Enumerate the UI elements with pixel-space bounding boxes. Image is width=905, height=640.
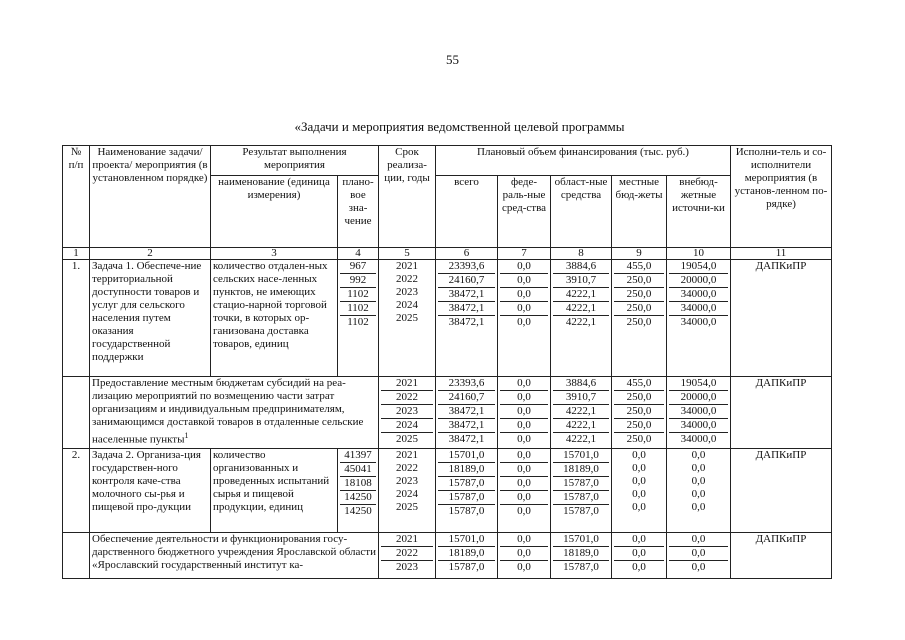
regional-values: 3884,6 3910,7 4222,1 4222,1 4222,1 — [553, 377, 609, 446]
task-number: 2. — [63, 449, 90, 533]
header-col-total: всего — [436, 176, 498, 248]
column-number: 2 — [90, 248, 211, 260]
table-row — [63, 449, 832, 533]
header-col-executor: Исполни-тель и со-исполнители мероприятия (в установ-ленном по-рядке) — [731, 146, 832, 248]
task-name: Задача 1. Обеспече-ние территориальной доступности товаров и услуг для сельского населения путем оказания государственной поддержки — [90, 260, 211, 377]
column-number: 10 — [667, 248, 731, 260]
column-number: 6 — [436, 248, 498, 260]
executor: ДАПКиПР — [731, 449, 832, 533]
regional-values: 3884,6 3910,7 4222,1 4222,1 4222,1 — [553, 260, 609, 329]
years: 2021 2022 2023 2024 2025 — [396, 449, 418, 513]
regional-values: 15701,0 18189,0 15787,0 15787,0 15787,0 — [553, 449, 609, 518]
header-col-extrabudget: внебюд-жетные источни-ки — [667, 176, 731, 248]
total-values: 23393,6 24160,7 38472,1 38472,1 38472,1 — [438, 260, 495, 329]
result-indicator: количество организованных и проведенных испытаний сырья и пищевой продукции, единиц — [211, 449, 338, 533]
header-result-group: Результат выполнения мероприятия — [211, 146, 379, 176]
column-number: 1 — [63, 248, 90, 260]
header-col-name: Наименование задачи/проекта/ мероприятия (в установленном порядке) — [90, 146, 211, 248]
executor: ДАПКиПР — [731, 533, 832, 579]
total-values: 23393,6 24160,7 38472,1 38472,1 38472,1 — [438, 377, 495, 446]
page-number: 55 — [446, 52, 459, 67]
footnote-mark: 1 — [184, 431, 189, 440]
local-values: 0,0 0,0 0,0 — [614, 533, 664, 574]
years: 2021 2022 2023 2024 2025 — [381, 377, 433, 446]
total-values: 15701,0 18189,0 15787,0 15787,0 15787,0 — [438, 449, 495, 518]
column-number: 11 — [731, 248, 832, 260]
extrabudget-values: 19054,0 20000,0 34000,0 34000,0 34000,0 — [669, 260, 728, 329]
federal-values: 0,0 0,0 0,0 — [500, 533, 548, 574]
local-values: 455,0 250,0 250,0 250,0 250,0 — [614, 377, 664, 446]
planned-values: 967 992 1102 1102 1102 — [340, 260, 376, 329]
extrabudget-values: 0,0 0,0 0,0 0,0 0,0 — [691, 449, 706, 513]
extrabudget-values: 0,0 0,0 0,0 — [669, 533, 728, 574]
table-row — [63, 377, 832, 449]
planned-values: 41397 45041 18108 14250 14250 — [340, 449, 376, 518]
header-col-federal: феде-раль-ные сред-ства — [498, 176, 551, 248]
years: 2021 2022 2023 2024 2025 — [396, 260, 418, 324]
column-number: 5 — [379, 248, 436, 260]
column-number: 4 — [338, 248, 379, 260]
program-table — [62, 145, 832, 579]
task-name: Задача 2. Организа-ция государствен-ного контроля каче-ства молочного сы-рья и пищевой про-дукции — [90, 449, 211, 533]
column-number: 3 — [211, 248, 338, 260]
header-finance-group: Плановый объем финансирования (тыс. руб.) — [436, 146, 731, 176]
federal-values: 0,0 0,0 0,0 0,0 0,0 — [500, 260, 548, 329]
document-title: «Задачи и мероприятия ведомственной целевой программы — [294, 119, 625, 134]
column-number: 9 — [612, 248, 667, 260]
executor: ДАПКиПР — [731, 260, 832, 377]
local-values: 0,0 0,0 0,0 0,0 0,0 — [632, 449, 646, 513]
header-col-regional: област-ные средства — [551, 176, 612, 248]
federal-values: 0,0 0,0 0,0 0,0 0,0 — [500, 449, 548, 518]
total-values: 15701,0 18189,0 15787,0 — [438, 533, 495, 574]
header-col-indicator: наименование (единица измерения) — [211, 176, 338, 248]
result-indicator: количество отдален-ных сельских насе-ленных пунктов, не имеющих стацио-нарной торговой точки, в которых ор-ганизована доставка товаров, единиц — [211, 260, 338, 377]
extrabudget-values: 19054,0 20000,0 34000,0 34000,0 34000,0 — [669, 377, 728, 446]
measure-name: Предоставление местным бюджетам субсидий на реа-лизацию мероприятий по возмещению части затрат организациям и индивидуальным предпринимателям, занимающимся доставкой товаров в отдаленные сельские населенные пункты$^1$ — [90, 377, 379, 449]
executor: ДАПКиПР — [731, 377, 832, 449]
header-col-number: № п/п — [63, 146, 90, 248]
table-row — [63, 260, 832, 377]
years: 2021 2022 2023 — [381, 533, 433, 574]
header-col-period: Срок реализа-ции, годы — [379, 146, 436, 248]
table-row — [63, 533, 832, 579]
column-number-row — [63, 248, 832, 260]
local-values: 455,0 250,0 250,0 250,0 250,0 — [614, 260, 664, 329]
column-number: 8 — [551, 248, 612, 260]
measure-name: Обеспечение деятельности и функционирования госу-дарственного бюджетного учреждения Ярославской области «Ярославский государственный институт ка- — [90, 533, 379, 579]
regional-values: 15701,0 18189,0 15787,0 — [553, 533, 609, 574]
federal-values: 0,0 0,0 0,0 0,0 0,0 — [500, 377, 548, 446]
column-number: 7 — [498, 248, 551, 260]
task-number: 1. — [63, 260, 90, 377]
header-col-local: местные бюд-жеты — [612, 176, 667, 248]
header-col-planned: плано-вое зна-чение — [338, 176, 379, 248]
